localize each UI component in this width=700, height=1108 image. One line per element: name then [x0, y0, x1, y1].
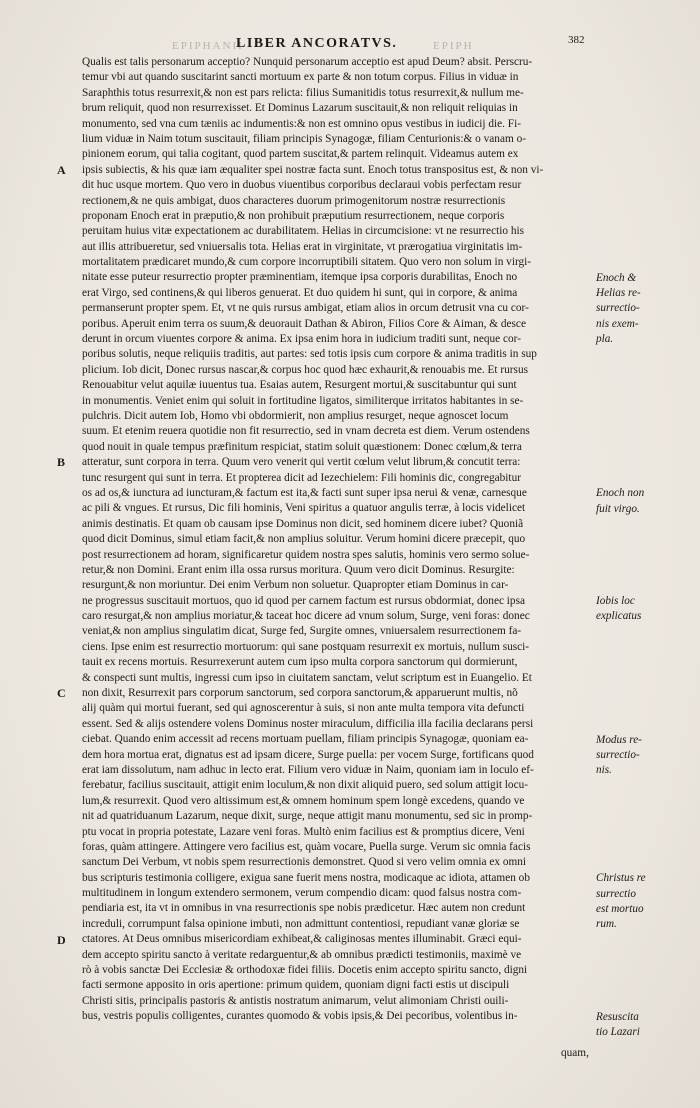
- margin-note-line: est mortuo: [596, 902, 644, 915]
- margin-note-line: rum.: [596, 918, 617, 931]
- margin-note-line: nis.: [596, 764, 612, 777]
- text-line: resurgunt,& non moriuntur. Dei enim Verbum non soluetur. Quapropter etiam Dominus in car-: [82, 579, 509, 592]
- text-line: proponam Enoch erat in præputio,& non prohibuit præputium resurrectionem, neque corporis: [82, 209, 505, 222]
- text-line: ferebatur, facilius suscitauit, attigit enim loculum,& non dixit aliquid puero, sed solum attigit locu-: [82, 779, 529, 792]
- text-line: poribus solutis, neque reliquiis traditis, aut partes: sed totis ipsis cum corpore & anima traditis in sup: [82, 348, 537, 361]
- text-line: tunc resurgent qui sunt in terra. Et propterea dicit ad Iezechielem: Fili hominis dic, congregabitur: [82, 471, 521, 484]
- margin-note-line: Iobis loc: [596, 595, 635, 607]
- text-line: dit huc usque mortem. Quo vero in duobus viuentibus corporibus declaraui vobis perfectam resur: [82, 179, 522, 192]
- margin-note: [596, 271, 641, 348]
- text-line: in monumentis. Veniet enim qui soluit in fortitudine ligatos, similiterque irritatos habitantes in se-: [82, 394, 524, 407]
- margin-note-line: pla.: [596, 333, 614, 346]
- text-line: ciens. Ipse enim est resurrectio mortuorum: qui sane postquam resurrexit ex mortuis, nullum susci-: [82, 640, 530, 653]
- margin-note-line: tio Lazari: [596, 1026, 640, 1039]
- text-line: dem accepto spiritu sancto à veritate redarguentur,& ab omnibus prædicti testimoniis, maximè ve: [82, 948, 522, 961]
- margin-note-line: explicatus: [596, 610, 642, 623]
- text-line: increduli, corrumpunt falsa opinione imbuti, non admittunt contentiosi, repudiant vanæ gloriæ se: [82, 917, 520, 930]
- text-line: rectionem,& ne quis ambigat, duos characteres duorum primogenitorum nostræ resurrectionis: [82, 194, 506, 207]
- margin-note-line: Resuscita: [596, 1010, 639, 1023]
- text-line: poribus. Aperuit enim terra os suum,& deuorauit Dathan & Abiron, Filios Core & Aiman, & desce: [82, 317, 526, 330]
- text-line: nitate esse puteur resurrectio propter præminentiam, itemque ipsa corporis durabilitas, Enoch no: [82, 271, 518, 284]
- text-line: suum. Et etenim reuera quotidie non fit resurrectio, sed in vnam decreta est diem. Verum ostendens: [82, 425, 530, 438]
- text-line: lum,& resurrexit. Quod vero altissimum est,& omnem hominum spem longè excedens, quando ve: [82, 794, 525, 807]
- text-line: foras, quàm attingere. Attingere vero facilius est, quàm vocare, Puella surge. Verum sic omnia facis: [82, 840, 531, 853]
- text-line: non dixit, Resurrexit pars corporum sanctorum, sed corpora sanctorum,& apparuerunt multis, nõ: [82, 687, 518, 700]
- text-line: ne progressus suscitauit mortuos, quo id quod per carnem factum est rursus obdormiat, donec ipsa: [82, 594, 525, 607]
- text-line: Saraphthis totus resurrexit,& non est pars relicta: filius Sumanitidis totus resurrexit,& nullum me-: [82, 86, 524, 99]
- margin-note: [596, 733, 642, 779]
- margin-note-line: Christus re: [596, 872, 646, 885]
- text-line: tauit ex recens mortuis. Resurrexerunt autem cum ipso multa corpora sanctorum qui dormierunt,: [82, 656, 518, 669]
- text-line: essent. Sed & alijs ostendere volens Dominus noster miraculum, difficilia illa facilia declarans persi: [82, 717, 534, 730]
- text-line: rò à vobis sanctæ Dei Ecclesiæ & orthodoxæ fidei filiis. Docetis enim accepto spiritu sancto, digni: [82, 964, 528, 977]
- text-line: caro resurgat,& non amplius moriatur,& taceat hoc dicere ad vnum solum, Surge, veni foras: donec: [82, 610, 530, 623]
- text-line: post resurrectionem ad horam, significaretur quidem nostra spes salutis, hominis vero sermo solue-: [82, 548, 530, 561]
- text-line: veniat,& non amplius singulatim dicat, Surge fed, Surgite omnes, vniuersalem resurrectionem fa-: [82, 625, 522, 638]
- text-line: pulchris. Dicit autem Iob, Homo vbi obdormierit, non amplius resurget, neque agnoscet locum: [82, 409, 509, 422]
- catchword: quam,: [561, 1047, 589, 1059]
- margin-note-line: nis exem-: [596, 317, 639, 330]
- text-line: pinionem eorum, qui talia cogitant, quod partem suscitat,& partem relinquit. Videamus autem ex: [82, 148, 519, 161]
- text-line: lium viduæ in Naim totum suscitauit, filiam principis Synagogæ, filiam Centurionis:& o vanam o-: [82, 132, 526, 145]
- text-line: erat Virgo, sed continens,& qui liberos genuerat. Et duo quidem hi sunt, qui in corpore, & anima: [82, 286, 518, 299]
- text-line: Christi sitis, principalis pastoris & antistis nostratum animarum, velut alimoniam Christi ouili-: [82, 994, 509, 1007]
- margin-note: [596, 1010, 640, 1041]
- text-line: aut illis attribueretur, sed vniuersalis tota. Helias erat in virginitate, vt prærogatiua virginitatis im-: [82, 240, 523, 253]
- text-line: Renouabitur velut aquilæ iuuentus tua. Esaias autem, Resurgent mortui,& suscitabuntur qui sunt: [82, 379, 517, 392]
- text-line: ctatores. At Deus omnibus misericordiam exhibeat,& caliginosas mentes illuminabit. Græci equi-: [82, 933, 522, 946]
- margin-note-line: Helias re-: [596, 286, 641, 299]
- text-line: & conspecti sunt multis, ingressi cum ipso in ciuitatem sanctam, velut scriptum est in Euangelio. Et: [82, 671, 532, 684]
- margin-note-line: surrectio: [596, 887, 636, 900]
- text-line: plicium. Iob dicit, Donec rursus nascar,& corpus hoc quod hæc exhaurit,& renouabis me. Et rursus: [82, 363, 528, 376]
- text-line: monumento, sed vna cum tæniis ac indumentis:& non est omnino opus vestibus in iudicij die. Fi-: [82, 117, 521, 130]
- text-line: os ad os,& iunctura ad iuncturam,& factum est ita,& facti sunt super ipsa nerui & venæ, carnesque: [82, 486, 527, 499]
- bleed-through-header-right: EPIPH: [433, 40, 474, 52]
- margin-note-line: Modus re-: [596, 733, 642, 746]
- body-text: [82, 55, 594, 1025]
- text-line: Qualis est talis personarum acceptio? Nunquid personarum acceptio est apud Deum? absit. Perscru-: [82, 56, 533, 68]
- text-line: multitudinem in longum extendero sermonem, verum compendio dicam: quod falsus nostra com-: [82, 887, 522, 900]
- margin-note-line: fuit virgo.: [596, 502, 640, 515]
- text-line: atteratur, sunt corpora in terra. Quum vero venerit qui vertit cœlum velut librum,& concutit terra:: [82, 456, 521, 469]
- text-line: brum reliquit, quod non resurrexisset. Et Dominus Lazarum suscitauit,& non reliquit reliquias in: [82, 102, 518, 115]
- margin-note: [596, 594, 641, 625]
- text-line: animis destinatis. Et quam ob causam ipse Dominus non dicit, sed hominem dicere iubet? Quoniã: [82, 517, 524, 530]
- text-line: ptu vocat in propria potestate, Lazare veni foras. Multò enim facilius est & promptius dicere, Veni: [82, 825, 525, 838]
- text-line: sanctum Dei Verbum, vt nobis spem resurrectionis demonstret. Quod si vero velim omnia ex omni: [82, 856, 527, 869]
- text-line: quod dicit Dominus, simul etiam facit,& non amplius soluitur. Verum homini dicere præcepit, quo: [82, 533, 526, 546]
- text-line: bus scripturis testimonia colligere, exigua sane fuerit mens nostra, modicaque ac idiota, attamen ob: [82, 871, 530, 884]
- text-line: mortalitatem prædicaret mundo,& cum corpore incorruptibili sitatem. Quo vero non solum in virgi-: [82, 256, 532, 269]
- margin-note: [596, 871, 646, 933]
- section-letter: C: [57, 686, 66, 701]
- running-title: LIBER ANCORATVS.: [236, 36, 398, 51]
- page-number: 382: [568, 34, 585, 46]
- text-line: erat iam dissolutum, nam adhuc in lecto erat. Filium vero viduæ in Naim, quoniam iam in loculo ef-: [82, 763, 534, 776]
- text-line: facti sermone apposito in oris apertione: primum quidem, quoniam digni facti estis ut discipuli: [82, 979, 510, 992]
- margin-note-line: Enoch non: [596, 487, 645, 500]
- text-line: dem hora mortua erat, dignatus est ad ipsam dicere, Surge puella: per vocem Surge, fortificans quod: [82, 748, 534, 761]
- section-letter: A: [57, 162, 66, 177]
- text-line: derunt in orcum viuentes corpore & anima. Ex ipsa enim hora in iudicium traditi sunt, neque cor-: [82, 333, 521, 346]
- text-line: ciebat. Quando enim accessit ad recens mortuam puellam, filiam principis Synagogæ, quoniam ea-: [82, 733, 529, 746]
- text-line: quod nouit in quale tempus præfinitum respiciat, statim soluit quæstionem: Donec cœlum,& terra: [82, 440, 522, 453]
- margin-note-line: surrectio-: [596, 748, 640, 761]
- bleed-through-header-left: EPIPHANII: [172, 40, 244, 52]
- text-line: nit ad quatriduanum Lazarum, neque dixit, surge, neque attigit manu monumentu, sed sic in promp-: [82, 810, 533, 823]
- margin-note: [596, 486, 644, 517]
- text-line: permanserunt propter spem. Et, vt ne quis rursus ambigat, etiam alios in orcum detrusit vna cu cor-: [82, 302, 529, 315]
- margin-note-line: Enoch &: [596, 271, 637, 284]
- text-line: temur vbi aut quando suscitarint sancti mortuum ex parte & non totum corpus. Filius in viduæ in: [82, 71, 519, 84]
- text-line: retur,& non Domini. Erant enim illa ossa rursus moritura. Quum vero dicit Dominus. Resurgite:: [82, 563, 515, 576]
- text-line: ipsis subiectis, & his quæ iam æqualiter spei nostræ facta sunt. Enoch totus transpositus est, & non vi-: [82, 163, 544, 176]
- section-letter: D: [57, 932, 66, 947]
- text-line: alij quàm qui mortui fuerant, sed qui agnoscerentur à suis, si non ante multa tempora vita defuncti: [82, 702, 525, 715]
- text-line: ac pili & vngues. Et rursus, Dic fili hominis, Veni spiritus a quatuor angulis terræ, à locis videlicet: [82, 502, 526, 515]
- text-line: peruitam huius vitæ expectationem ac durabilitatem. Helias in circumcisione: vt ne resurrectio his: [82, 225, 525, 238]
- page-header: [0, 36, 700, 54]
- text-line: pendiaria est, ita vt in omnibus in vna resurrectionis spe nobis prædicetur. Hæc autem non credunt: [82, 902, 526, 915]
- section-letter: B: [57, 455, 66, 470]
- text-line: bus, vestris populis colligentes, curantes quomodo & vobis ipsis,& Dei pecoribus, volentibus in-: [82, 1010, 518, 1023]
- margin-note-line: surrectio-: [596, 302, 640, 315]
